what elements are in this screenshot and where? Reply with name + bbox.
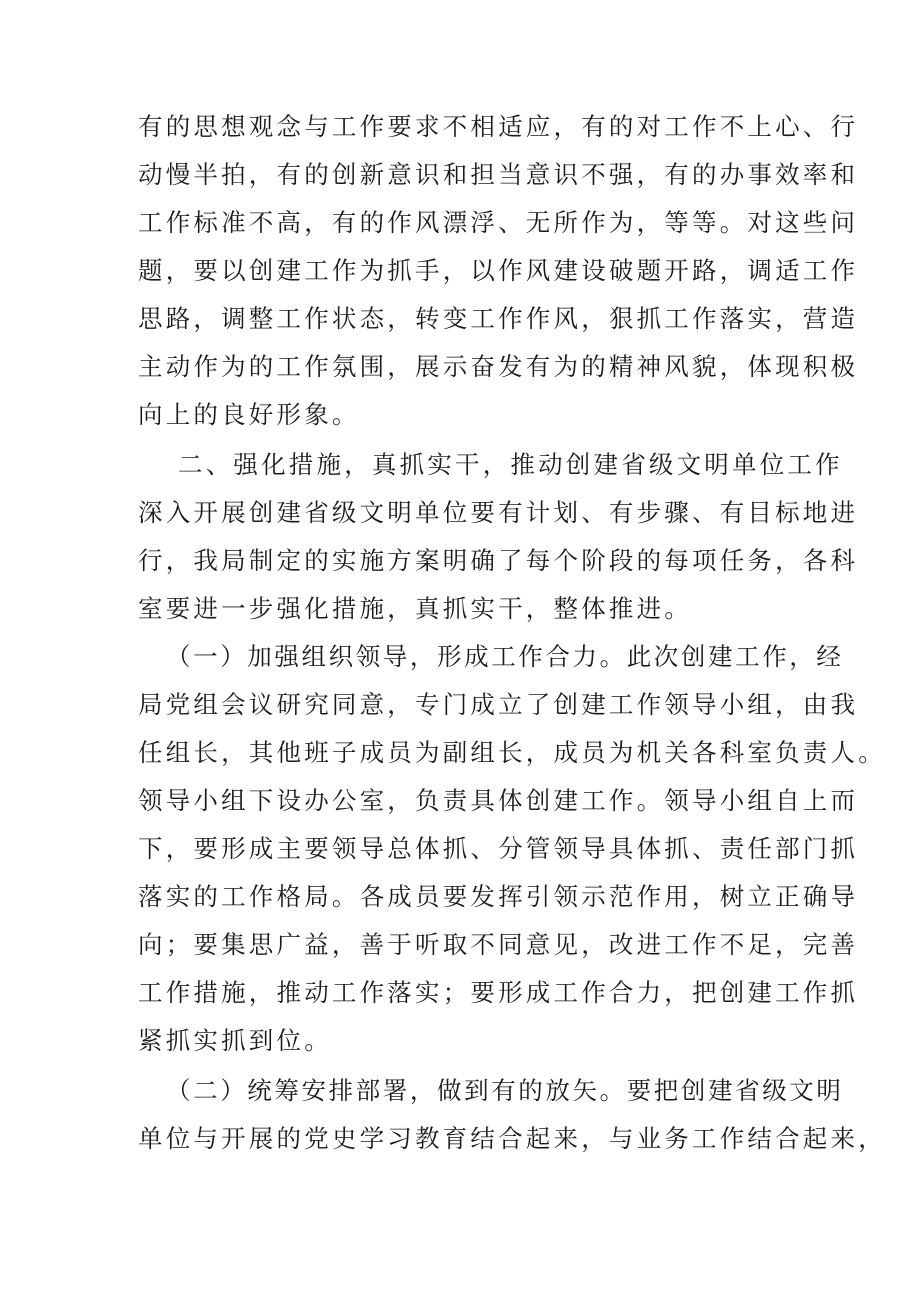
subsection-heading-text: （一）加强组织领导，形成工作合力。此次创建工作，经 — [166, 642, 844, 671]
subsection-2-line-2 — [0, 1119, 920, 1159]
subsection-1-line-8 — [0, 973, 920, 1013]
text-line: 局党组会议研究同意，专门成立了创建工作领导小组，由我 — [138, 690, 859, 719]
paragraph-1-line-1 — [0, 107, 920, 147]
subsection-1-line-5 — [0, 829, 920, 869]
section-heading-text: 二、强化措施，真抓实干，推动创建省级文明单位工作 — [178, 450, 843, 479]
text-line: 紧抓实抓到位。 — [138, 1026, 332, 1055]
text-line: 单位与开展的党史学习教育结合起来，与业务工作结合起来， — [138, 1124, 886, 1153]
text-line: 工作标准不高，有的作风漂浮、无所作为，等等。对这些问 — [138, 208, 859, 237]
text-line: 落实的工作格局。各成员要发挥引领示范作用，树立正确导 — [138, 882, 859, 911]
subsection-1-line-2 — [0, 685, 920, 725]
subsection-1-line-3 — [0, 733, 920, 773]
text-line: 下，要形成主要领导总体抓、分管领导具体抓、责任部门抓 — [138, 834, 859, 863]
text-line: 向；要集思广益，善于听取不同意见，改进工作不足，完善 — [138, 930, 859, 959]
paragraph-2-line-2 — [0, 541, 920, 581]
paragraph-2-line-3 — [0, 589, 920, 629]
subsection-1-line-9 — [0, 1021, 920, 1061]
text-line: 主动作为的工作氛围，展示奋发有为的精神风貌，体现积极 — [138, 352, 859, 381]
text-line: 行，我局制定的实施方案明确了每个阶段的每项任务，各科 — [138, 546, 859, 575]
text-line: 任组长，其他班子成员为副组长，成员为机关各科室负责人。 — [138, 738, 886, 767]
text-line: 工作措施，推动工作落实；要形成工作合力，把创建工作抓 — [138, 978, 859, 1007]
text-line: 深入开展创建省级文明单位要有计划、有步骤、有目标地进 — [138, 498, 859, 527]
subsection-1-line-6 — [0, 877, 920, 917]
text-line: 室要进一步强化措施，真抓实干，整体推进。 — [138, 594, 692, 623]
paragraph-1-line-3 — [0, 203, 920, 243]
text-line: 题，要以创建工作为抓手，以作风建设破题开路，调适工作 — [138, 256, 859, 285]
paragraph-2-line-1 — [0, 493, 920, 533]
paragraph-1-line-6 — [0, 347, 920, 387]
text-line: 有的思想观念与工作要求不相适应，有的对工作不上心、行 — [138, 112, 859, 141]
subsection-1-line-4 — [0, 781, 920, 821]
paragraph-1-line-2 — [0, 155, 920, 195]
text-line: 思路，调整工作状态，转变工作作风，狠抓工作落实，营造 — [138, 304, 859, 333]
subsection-1-line-7 — [0, 925, 920, 965]
paragraph-1-line-5 — [0, 299, 920, 339]
text-line: 动慢半拍，有的创新意识和担当意识不强，有的办事效率和 — [138, 160, 859, 189]
subsection-heading-text: （二）统筹安排部署，做到有的放矢。要把创建省级文明 — [166, 1076, 844, 1105]
paragraph-1-line-4 — [0, 251, 920, 291]
section-heading-2 — [0, 445, 920, 485]
subsection-2-line-1 — [0, 1071, 920, 1111]
subsection-1-line-1 — [0, 637, 920, 677]
paragraph-1-line-7 — [0, 395, 920, 435]
text-line: 领导小组下设办公室，负责具体创建工作。领导小组自上而 — [138, 786, 859, 815]
text-line: 向上的良好形象。 — [138, 400, 360, 429]
